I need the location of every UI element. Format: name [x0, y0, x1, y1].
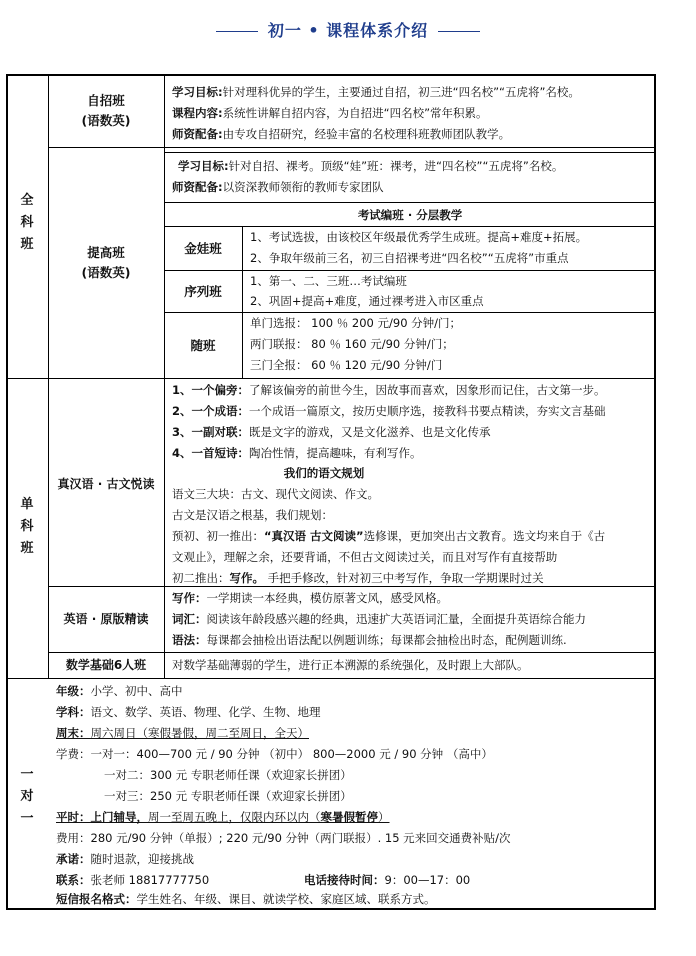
row-divider-yingyu [48, 586, 656, 587]
zhy-plan-5 [172, 571, 544, 585]
yy-writing [172, 591, 448, 605]
ydy-subject [56, 705, 321, 719]
ydy-contact-label: 联系： [56, 873, 91, 887]
table-border-top [6, 74, 656, 76]
zhy-plan-4: 文观止》，理解之余，还要背诵，不但古文阅读过关，而且对写作有直接帮助 [172, 550, 558, 564]
xulie-line-1: 1、第一、二、三班…考试编班 [250, 274, 407, 288]
row-divider-jinwa [164, 226, 656, 227]
zhy-item-3-label: 3、一副对联： [172, 425, 250, 439]
yy-vocab [172, 612, 586, 626]
section-label-quanke: 全科班 [20, 193, 34, 252]
row-divider-suiban [164, 312, 656, 313]
zizhao-teacher-text: 由专攻自招研究，经验丰富的名校理科班教师团队教学。 [222, 127, 511, 141]
ydy-fee-1-text: 一对一：400—700 元 / 90 分钟 （初中） 800—2000 元 / 90 分钟 （高中） [90, 747, 493, 761]
zizhao-content-text: 系统性讲解自招内容，为自招进“四名校”常年积累。 [222, 106, 488, 120]
tigao-goal-label: 学习目标: [178, 159, 229, 173]
zhy-plan-3 [172, 529, 605, 543]
class-name-zizhao: 自招班 [87, 93, 125, 108]
suiban-line-2: 两门联报： 80 ％ 160 元/90 分钟/门； [250, 337, 454, 351]
yy-writing-label: 写作： [172, 591, 207, 605]
ydy-sms [56, 892, 436, 906]
row-divider-xulie [164, 270, 656, 271]
ydy-fee-3: 一对三：250 元 专职老师任课（欢迎家长拼团） [104, 789, 352, 803]
ydy-cost: 费用：280 元/90 分钟（单报）; 220 元/90 分钟（两门联报）. 15 元来回交通费补贴/次 [56, 831, 511, 845]
ydy-weekday-label: 平时： [56, 810, 91, 824]
tigao-teacher-label: 师资配备: [172, 180, 223, 194]
section-label-danke: 单科班 [20, 497, 34, 556]
ydy-sms-label: 短信报名格式： [56, 892, 137, 906]
section-divider-2 [6, 678, 656, 679]
row-divider-shuxue [48, 652, 656, 653]
yy-vocab-label: 词汇： [172, 612, 207, 626]
ydy-grade-text: 小学、初中、高中 [90, 684, 183, 698]
zhy-plan-3-a: 预初、初一推出： [172, 529, 264, 543]
jinwa-line-2: 2、争取年级前三名，初三自招裸考进“四名校”“五虎将”市重点 [250, 251, 569, 265]
zhy-item-2-text: 一个成语一篇原文，按历史顺序选，接教科书要点精读，夯实文言基础 [249, 404, 606, 418]
zizhao-teacher-label: 师资配备: [172, 127, 223, 141]
ydy-phone [304, 873, 470, 887]
ydy-fee-1 [56, 747, 493, 761]
tigao-teacher-text: 以资深教师领衔的教师专家团队 [222, 180, 384, 194]
title-right-rule [438, 31, 480, 32]
zhy-plan-3-c: 选修课，更加突出古文教育。选文均来自于《古 [363, 529, 606, 543]
zhy-plan-5-a: 初二推出： [172, 571, 230, 585]
yy-grammar-text: 每课都会抽检出语法配以例题训练；每课都会抽检出时态，配例题训练. [206, 633, 567, 647]
zizhao-goal [172, 85, 580, 99]
course-table [6, 74, 656, 910]
zhy-item-2 [172, 404, 606, 418]
tier-name-suiban: 随班 [190, 338, 216, 353]
exam-header: 考试编班 · 分层教学 [357, 208, 463, 222]
yy-writing-text: 一学期读一本经典，模仿原著文风，感受风格。 [206, 591, 448, 605]
class-name-tigao: 提高班 [87, 245, 125, 260]
table-border-right [654, 74, 656, 910]
ydy-contact [56, 873, 209, 887]
ydy-weekend-text: 周六周日（寒假暑假，周二至周日，全天） [90, 726, 309, 740]
ydy-phone-text: 9：00—17：00 [384, 873, 471, 887]
ydy-weekend [56, 726, 309, 740]
yy-grammar-label: 语法： [172, 633, 207, 647]
zhy-item-3-text: 既是文字的游戏，又是文化滋养、也是文化传承 [249, 425, 491, 439]
zhy-item-1-label: 1、一个偏旁： [172, 383, 250, 397]
zhy-plan-1: 语文三大块：古文、现代文阅读、作文。 [172, 487, 379, 501]
table-border-left [6, 74, 8, 910]
zizhao-content [172, 106, 488, 120]
section-divider-1 [6, 378, 656, 379]
row-divider-zizhao [48, 147, 656, 148]
tigao-goal [178, 159, 563, 173]
tier-name-jinwa: 金娃班 [184, 241, 222, 256]
ydy-grade-label: 年级： [56, 684, 91, 698]
class-name-zhenhanyu: 真汉语 · 古文悦读 [57, 477, 155, 491]
page-title [0, 18, 696, 41]
ydy-grade [56, 684, 183, 698]
col-divider-class [164, 74, 165, 678]
xulie-line-2: 2、巩固+提高+难度，通过裸考进入市区重点 [250, 294, 484, 308]
tigao-goal-text: 针对自招、裸考。顶级“娃”班：裸考，进“四名校”“五虎将”名校。 [228, 159, 564, 173]
zhy-plan-header: 我们的语文规划 [283, 466, 365, 480]
zhy-item-4 [172, 446, 422, 460]
ydy-contact-text: 张老师 18817777750 [90, 873, 210, 887]
ydy-fee-label: 学费： [56, 747, 91, 761]
ydy-weekday-d: ） [378, 810, 390, 824]
zhy-item-4-label: 4、一首短诗： [172, 446, 250, 460]
row-divider-exam-header [164, 202, 656, 203]
ydy-weekday [56, 810, 390, 824]
jinwa-line-1: 1、考试选拔，由该校区年级最优秀学生成班。提高+难度+拓展。 [250, 230, 588, 244]
col-divider-tier [242, 226, 243, 378]
zhy-plan-5-c: 手把手修改，针对初三中考写作，争取一学期课时过关 [264, 571, 544, 585]
zizhao-goal-text: 针对理科优异的学生，主要通过自招，初三进“四名校”“五虎将”名校。 [222, 85, 580, 99]
class-subjects-zizhao: (语数英) [81, 113, 131, 128]
title-left-rule [216, 31, 258, 32]
zhy-item-3 [172, 425, 491, 439]
ydy-weekday-c: 寒暑假暂停 [320, 810, 378, 824]
class-name-yingyu: 英语 · 原版精读 [63, 612, 149, 626]
zhy-item-1-text: 了解该偏旁的前世今生，因故事而喜欢，因象形而记住，古文第一步。 [249, 383, 606, 397]
row-divider-zizhao-inner [164, 152, 656, 153]
ydy-phone-label: 电话接待时间： [304, 873, 385, 887]
zhy-plan-2: 古文是汉语之根基，我们规划： [172, 508, 333, 522]
yy-vocab-text: 阅读该年龄段感兴趣的经典，迅速扩大英语词汇量，全面提升英语综合能力 [206, 612, 586, 626]
zizhao-teacher [172, 127, 510, 141]
col-divider-section [48, 74, 49, 678]
class-name-shuxue: 数学基础6人班 [65, 658, 147, 672]
section-label-yiduiyi: 一对一 [20, 767, 34, 826]
ydy-subject-text: 语文、数学、英语、物理、化学、生物、地理 [90, 705, 321, 719]
ydy-weekday-a: 上门辅导， [90, 810, 148, 824]
zhy-plan-5-b: 写作。 [229, 571, 264, 585]
zizhao-content-label: 课程内容: [172, 106, 223, 120]
zhy-item-2-label: 2、一个成语： [172, 404, 250, 418]
zhy-item-4-text: 陶冶性情，提高趣味，有利写作。 [249, 446, 422, 460]
ydy-weekday-b: 周一至周五晚上，仅限内环以内（ [148, 810, 321, 824]
tigao-teacher [172, 180, 384, 194]
suiban-line-3: 三门全报： 60 ％ 120 元/90 分钟/门 [250, 358, 443, 372]
table-border-bottom [6, 908, 656, 910]
class-subjects-tigao: (语数英) [81, 265, 131, 280]
ydy-sms-text: 学生姓名、年级、课目、就读学校、家庭区域、联系方式。 [136, 892, 436, 906]
ydy-fee-2: 一对二：300 元 专职老师任课（欢迎家长拼团） [104, 768, 352, 782]
zhy-plan-3-b: “真汉语 古文阅读” [264, 529, 364, 543]
tier-name-xulie: 序列班 [184, 284, 222, 299]
ydy-promise-label: 承诺： [56, 852, 91, 866]
ydy-promise-text: 随时退款，迎接挑战 [90, 852, 194, 866]
zhy-item-1 [172, 383, 606, 397]
zizhao-goal-label: 学习目标: [172, 85, 223, 99]
suiban-line-1: 单门选报： 100 ％ 200 元/90 分钟/门； [250, 316, 462, 330]
title-text: 初一 • 课程体系介绍 [267, 21, 429, 40]
ydy-weekend-label: 周末： [56, 726, 91, 740]
shuxue-text: 对数学基础薄弱的学生，进行正本溯源的系统强化，及时跟上大部队。 [172, 658, 529, 672]
ydy-promise [56, 852, 194, 866]
yy-grammar [172, 633, 567, 647]
ydy-subject-label: 学科： [56, 705, 91, 719]
